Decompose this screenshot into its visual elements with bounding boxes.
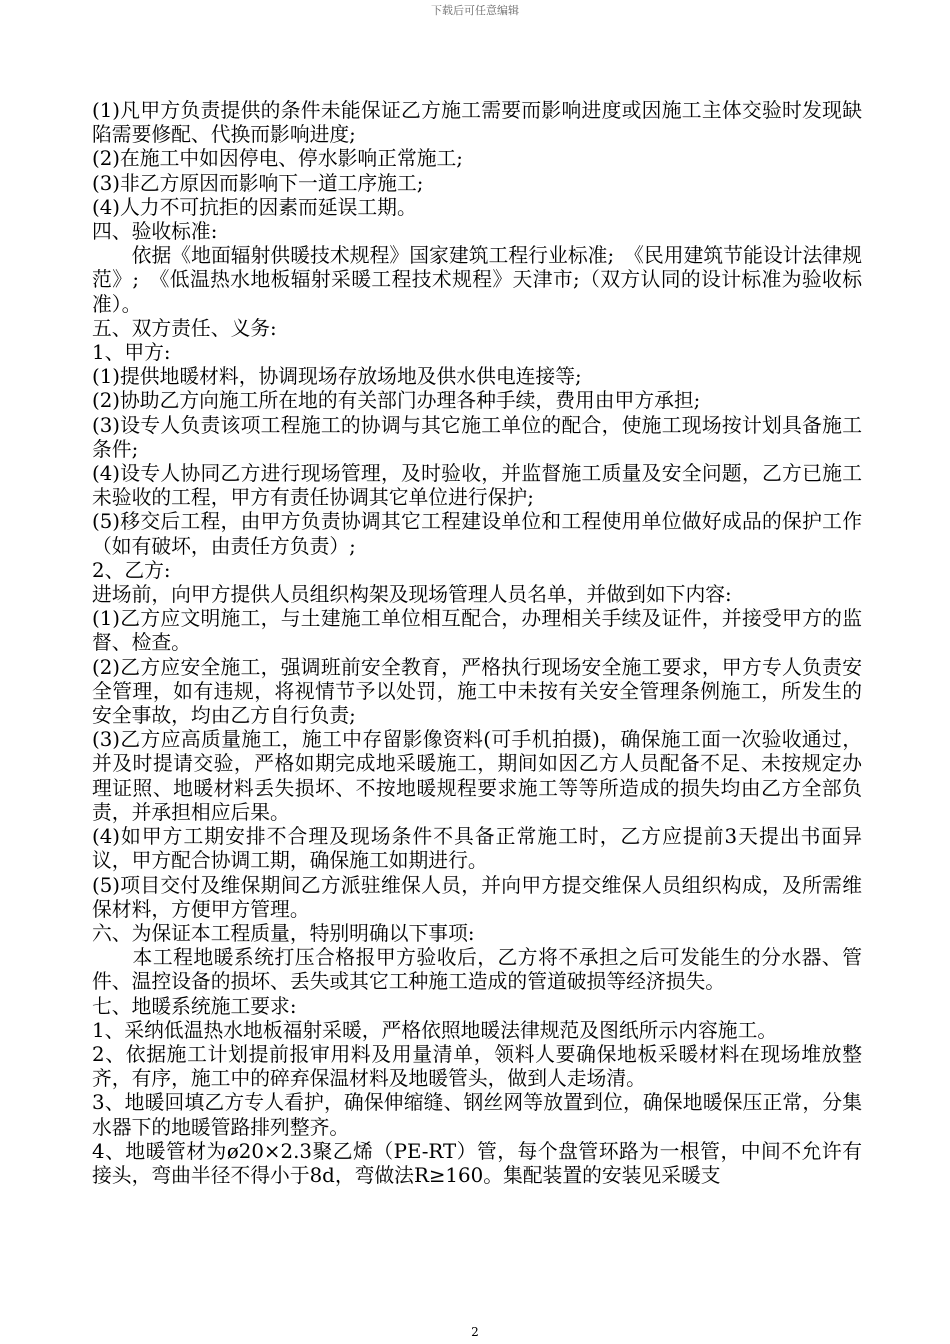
paragraph: (2)协助乙方向施工所在地的有关部门办理各种手续，费用由甲方承担; [92, 389, 701, 413]
paragraph: (5)项目交付及维保期间乙方派驻维保人员，并向甲方提交维保人员组织构成，及所需维保材料，方便甲方管理。 [92, 873, 862, 921]
paragraph: 依据《地面辐射供暖技术规程》国家建筑工程行业标准; 《民用建筑节能设计法律规范》; 《低温热水地板辐射采暖工程技术规程》天津市;（双方认同的设计标准为验收标准）。 [92, 244, 862, 316]
paragraph: 4、地暖管材为ø20×2.3聚乙烯（PE-RT）管，每个盘管环路为一根管，中间不允许有接头，弯曲半径不得小于8d，弯做法R≥160。集配装置的安装见采暖支 [92, 1139, 862, 1187]
paragraph: (3)乙方应高质量施工，施工中存留影像资料(可手机拍摄)，确保施工面一次验收通过，并及时提请交验，严格如期完成地采暖施工，期间如因乙方人员配备不足、未按规定办理证照、地暖材料丢失损坏、不按地暖规程要求施工等等所造成的损失均由乙方全部负责，并承担相应后果。 [92, 728, 862, 824]
subheading: 2、乙方: [92, 558, 171, 582]
paragraph: (1)提供地暖材料，协调现场存放场地及供水供电连接等; [92, 365, 582, 389]
document-body [92, 99, 862, 1188]
section-heading: 六、为保证本工程质量，特别明确以下事项: [92, 921, 475, 945]
paragraph: (2)在施工中如因停电、停水影响正常施工; [92, 147, 463, 171]
paragraph: (1)乙方应文明施工，与土建施工单位相互配合，办理相关手续及证件，并接受甲方的监督、检查。 [92, 607, 862, 655]
subheading: 1、甲方: [92, 341, 171, 365]
section-heading: 七、地暖系统施工要求: [92, 994, 297, 1018]
paragraph: (2)乙方应安全施工，强调班前安全教育，严格执行现场安全施工要求，甲方专人负责安全管理，如有违规，将视情节予以处罚，施工中未按有关安全管理条例施工，所发生的安全事故，均由乙方自行负责; [92, 655, 862, 728]
page-header: 下载后可任意编辑 [431, 4, 519, 17]
paragraph: 2、依据施工计划提前报审用料及用量清单，领料人要确保地板采暖材料在现场堆放整齐，有序，施工中的碎弃保温材料及地暖管头，做到人走场清。 [92, 1042, 862, 1091]
paragraph: 本工程地暖系统打压合格报甲方验收后，乙方将不承担之后可发能生的分水器、管件、温控设备的损坏、丢失或其它工种施工造成的管道破损等经济损失。 [92, 946, 862, 994]
paragraph: (4)设专人协同乙方进行现场管理，及时验收，并监督施工质量及安全问题，乙方已施工未验收的工程，甲方有责任协调其它单位进行保护; [92, 462, 862, 510]
paragraph: 1、采纳低温热水地板福射采暖，严格依照地暖法律规范及图纸所示内容施工。 [92, 1018, 778, 1042]
page-number: 2 [471, 1325, 479, 1339]
paragraph: (4)人力不可抗拒的因素而延误工期。 [92, 195, 417, 219]
paragraph: (3)设专人负责该项工程施工的协调与其它施工单位的配合，使施工现场按计划具备施工条件; [92, 413, 862, 461]
paragraph: (1)凡甲方负责提供的条件未能保证乙方施工需要而影响进度或因施工主体交验时发现缺陷需要修配、代换而影响进度; [92, 99, 862, 147]
section-heading: 四、验收标准: [92, 220, 218, 244]
paragraph: 3、地暖回填乙方专人看护，确保伸缩缝、钢丝网等放置到位，确保地暖保压正常，分集水器下的地暖管路排列整齐。 [92, 1091, 862, 1139]
paragraph: (4)如甲方工期安排不合理及现场条件不具备正常施工时，乙方应提前3天提出书面异议，甲方配合协调工期，确保施工如期进行。 [92, 825, 862, 873]
paragraph: (3)非乙方原因而影响下一道工序施工; [92, 171, 424, 195]
paragraph: (5)移交后工程，由甲方负责协调其它工程建设单位和工程使用单位做好成品的保护工作（如有破坏，由责任方负责）; [92, 510, 862, 558]
paragraph: 进场前，向甲方提供人员组织构架及现场管理人员名单，并做到如下内容: [92, 583, 732, 607]
section-heading: 五、双方责任、义务: [92, 316, 277, 340]
